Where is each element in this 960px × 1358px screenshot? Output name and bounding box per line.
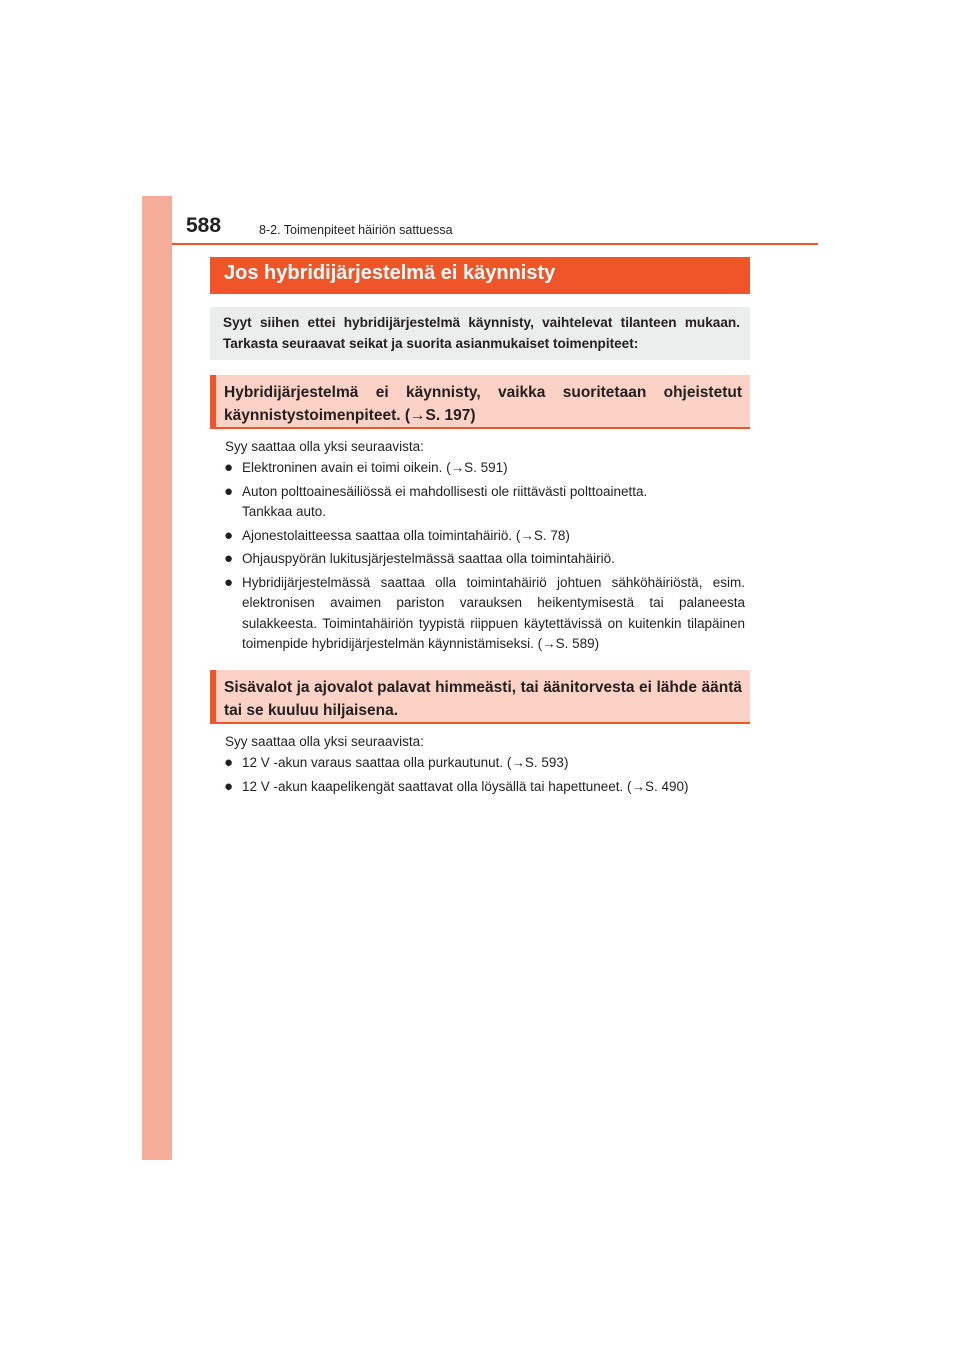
- list-item-text: Ohjauspyörän lukitusjärjestelmässä saattaa olla toimintahäiriö.: [242, 551, 615, 566]
- bullet-icon: ●: [224, 777, 234, 795]
- list-item: [224, 753, 745, 774]
- list-item-text: 12 V -akun varaus saattaa olla purkautunut. (→S. 593): [242, 755, 569, 770]
- bullet-icon: ●: [224, 482, 234, 500]
- subsection-heading-2: Sisävalot ja ajovalot palavat himmeästi, tai äänitorvesta ei lähde ääntä tai se kuuluu hiljaisena.: [210, 670, 750, 724]
- list-item: [224, 526, 745, 547]
- bullet-icon: ●: [224, 573, 234, 591]
- page-number: 588: [186, 214, 222, 237]
- side-tab-band: [142, 196, 172, 1160]
- list-item: [224, 482, 745, 523]
- cause-list-2: [224, 753, 745, 800]
- list-item: [224, 573, 745, 655]
- subsection-heading-1: Hybridijärjestelmä ei käynnisty, vaikka suoritetaan ohjeistetut käynnistystoimenpiteet. (→S. 197): [210, 375, 750, 429]
- header-rule: [172, 243, 818, 245]
- list-item-text: Auton polttoainesäiliössä ei mahdollisesti ole riittävästi polttoainetta.: [242, 483, 648, 499]
- list-item-text-continued: Tankkaa auto.: [242, 504, 327, 519]
- intro-box: Syyt siihen ettei hybridijärjestelmä käynnisty, vaihtelevat tilanteen mukaan. Tarkasta seuraavat seikat ja suorita asianmukaiset toimenpiteet:: [210, 307, 750, 360]
- bullet-icon: ●: [224, 550, 234, 567]
- list-item: [224, 777, 745, 798]
- subsection-2-lead: Syy saattaa olla yksi seuraavista:: [225, 734, 424, 749]
- subsection-1-lead: Syy saattaa olla yksi seuraavista:: [225, 439, 424, 454]
- bullet-icon: ●: [224, 459, 234, 476]
- list-item-text: 12 V -akun kaapelikengät saattavat olla löysällä tai hapettuneet. (→S. 490): [242, 778, 689, 794]
- chapter-header: 8-2. Toimenpiteet häiriön sattuessa: [259, 223, 453, 237]
- bullet-icon: ●: [224, 526, 234, 544]
- list-item-text: Elektroninen avain ei toimi oikein. (→S. 591): [242, 460, 508, 475]
- list-item: [224, 549, 745, 570]
- list-item: [224, 458, 745, 479]
- bullet-icon: ●: [224, 754, 234, 771]
- list-item-text: Ajonestolaitteessa saattaa olla toimintahäiriö. (→S. 78): [242, 527, 570, 543]
- section-title: Jos hybridijärjestelmä ei käynnisty: [210, 257, 750, 294]
- list-item-text: Hybridijärjestelmässä saattaa olla toimintahäiriö johtuen sähköhäiriöstä, esim. elektronisen avaimen pariston varauksen heikentymisestä tai palaneesta sulakkeesta. Toimintahäiriön tyypistä riippuen käytettävissä on kuitenkin tilapäinen toimenpide hybridijärjestelmän käynnistämiseksi. (→S. 589): [242, 574, 745, 651]
- cause-list-1: [224, 458, 745, 658]
